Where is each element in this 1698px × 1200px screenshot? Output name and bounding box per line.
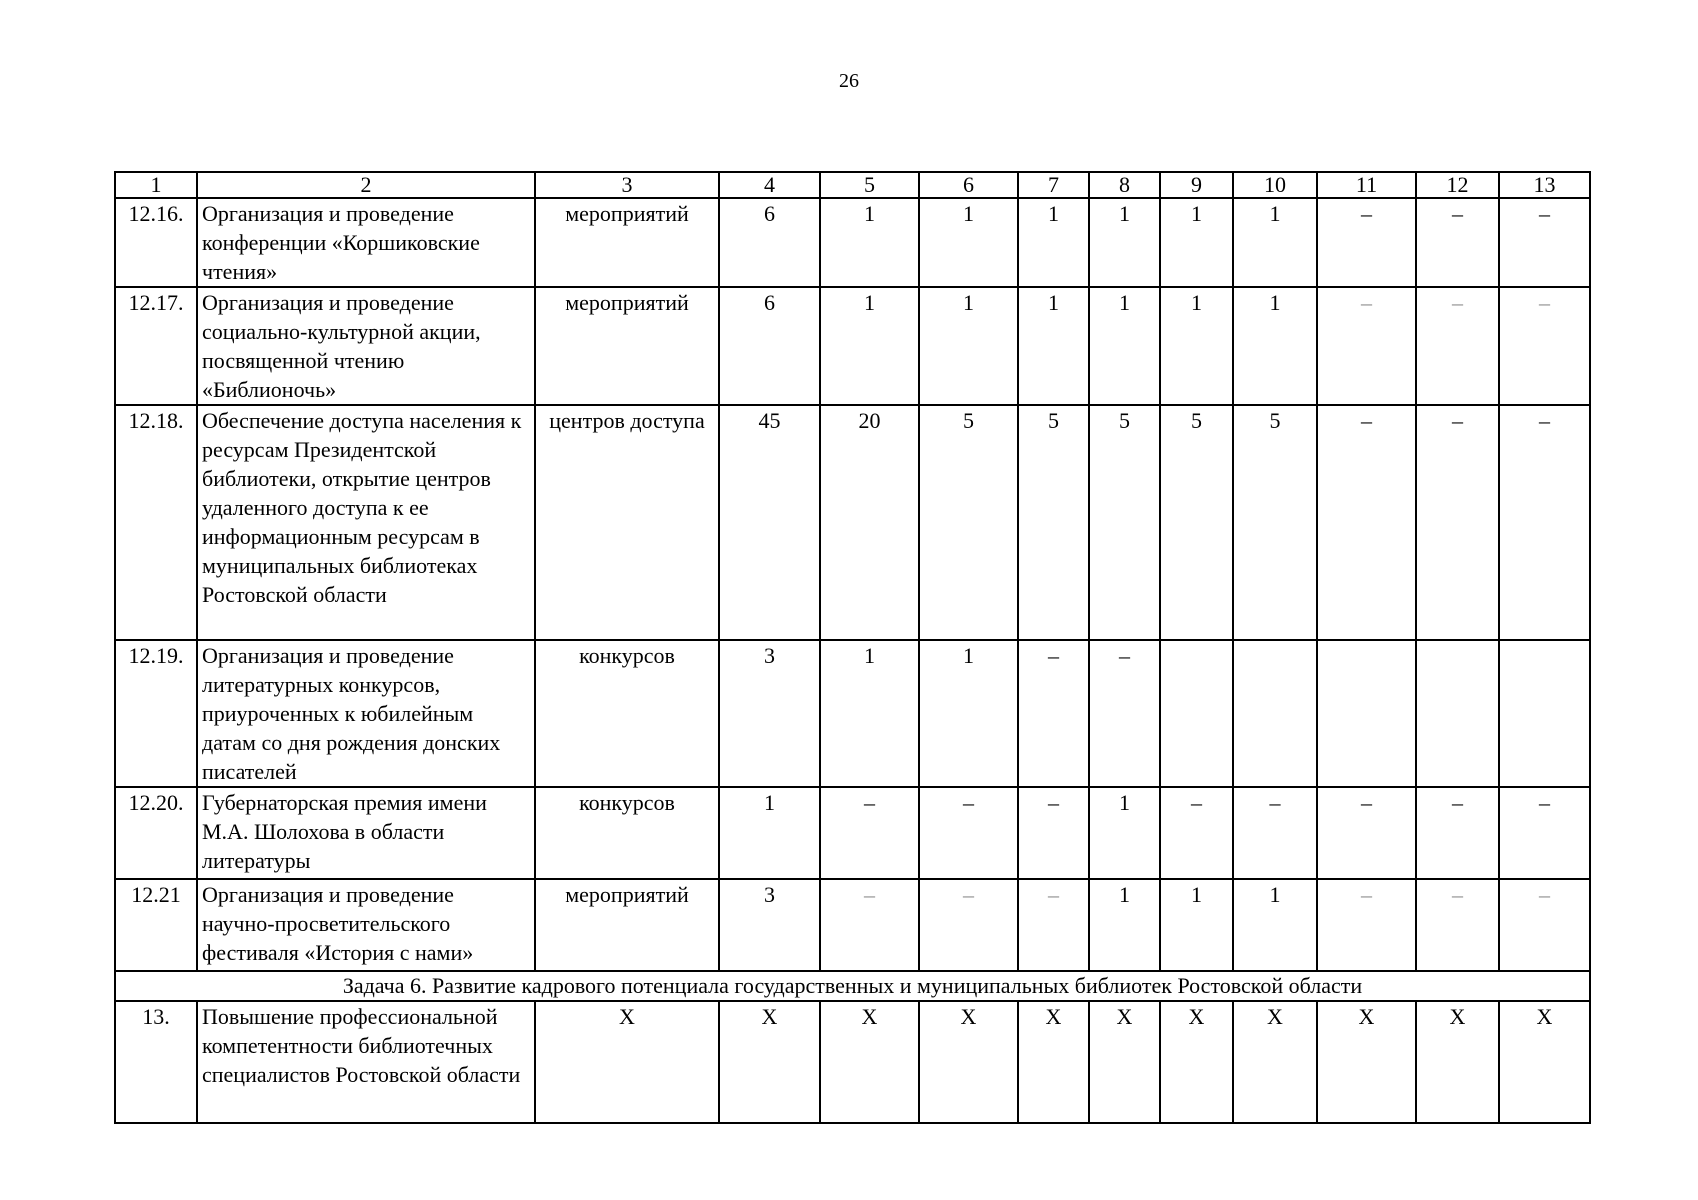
- row-title: Губернаторская премия имени М.А. Шолохова в области литературы: [197, 787, 535, 879]
- row-value: 1: [1233, 198, 1317, 287]
- row-value: –: [1233, 787, 1317, 879]
- row-value: [1499, 640, 1590, 787]
- row-value: Х: [1018, 1001, 1089, 1123]
- page-number: 26: [839, 70, 859, 92]
- row-number: 12.20.: [115, 787, 197, 879]
- row-value: –: [1018, 640, 1089, 787]
- row-unit: мероприятий: [535, 198, 719, 287]
- row-title: Повышение профессиональной компетентности библиотечных специалистов Ростовской области: [197, 1001, 535, 1123]
- row-value: Х: [919, 1001, 1018, 1123]
- table-row: [115, 640, 1590, 787]
- row-unit: конкурсов: [535, 787, 719, 879]
- column-header: 6: [919, 172, 1018, 198]
- row-value: 1: [919, 640, 1018, 787]
- row-value: –: [1416, 405, 1499, 640]
- row-value: 1: [1089, 198, 1160, 287]
- row-value: 1: [1089, 287, 1160, 405]
- plan-table: [114, 171, 1591, 1124]
- row-value: Х: [1160, 1001, 1233, 1123]
- row-value: 1: [820, 198, 919, 287]
- row-value: –: [1089, 640, 1160, 787]
- row-value: Х: [1499, 1001, 1590, 1123]
- row-value: –: [1499, 405, 1590, 640]
- column-header: 7: [1018, 172, 1089, 198]
- row-value: –: [820, 879, 919, 971]
- column-header: 9: [1160, 172, 1233, 198]
- row-value: [1317, 640, 1416, 787]
- row-value: –: [1317, 198, 1416, 287]
- row-value: –: [1499, 787, 1590, 879]
- row-value: 1: [919, 198, 1018, 287]
- row-value: 1: [919, 287, 1018, 405]
- row-value: 1: [719, 787, 820, 879]
- column-header: 13: [1499, 172, 1590, 198]
- row-value: Х: [1233, 1001, 1317, 1123]
- row-value: Х: [1416, 1001, 1499, 1123]
- column-header: 12: [1416, 172, 1499, 198]
- row-value: 3: [719, 879, 820, 971]
- column-header: 1: [115, 172, 197, 198]
- row-value: 5: [919, 405, 1018, 640]
- row-title: Организация и проведение социально-культурной акции, посвященной чтению «Библионочь»: [197, 287, 535, 405]
- row-unit: мероприятий: [535, 879, 719, 971]
- row-value: Х: [820, 1001, 919, 1123]
- row-value: –: [1416, 879, 1499, 971]
- row-value: 1: [1160, 287, 1233, 405]
- column-header: 4: [719, 172, 820, 198]
- row-value: Х: [535, 1001, 719, 1123]
- row-value: 5: [1233, 405, 1317, 640]
- table-row: [115, 879, 1590, 971]
- row-title: Организация и проведение литературных конкурсов, приуроченных к юбилейным датам со дня рождения донских писателей: [197, 640, 535, 787]
- row-value: 5: [1018, 405, 1089, 640]
- row-value: 1: [1018, 198, 1089, 287]
- row-value: –: [919, 879, 1018, 971]
- row-value: 1: [1233, 879, 1317, 971]
- row-value: 1: [820, 287, 919, 405]
- table-header-row: [115, 172, 1590, 198]
- task-row: [115, 971, 1590, 1001]
- row-number: 12.18.: [115, 405, 197, 640]
- table-row: [115, 405, 1590, 640]
- row-value: [1233, 640, 1317, 787]
- row-unit: центров доступа: [535, 405, 719, 640]
- row-value: 5: [1089, 405, 1160, 640]
- table-row: [115, 1001, 1590, 1123]
- row-number: 12.19.: [115, 640, 197, 787]
- row-value: [1416, 640, 1499, 787]
- row-value: –: [1160, 787, 1233, 879]
- row-value: –: [1317, 787, 1416, 879]
- row-value: 3: [719, 640, 820, 787]
- row-number: 12.21: [115, 879, 197, 971]
- row-value: 1: [1089, 787, 1160, 879]
- row-value: –: [1018, 787, 1089, 879]
- table-row: [115, 287, 1590, 405]
- row-value: 1: [1160, 198, 1233, 287]
- column-header: 11: [1317, 172, 1416, 198]
- row-number: 12.17.: [115, 287, 197, 405]
- row-value: 6: [719, 198, 820, 287]
- row-value: –: [1317, 405, 1416, 640]
- column-header: 2: [197, 172, 535, 198]
- table-row: [115, 198, 1590, 287]
- row-value: 6: [719, 287, 820, 405]
- row-unit: конкурсов: [535, 640, 719, 787]
- row-value: [1160, 640, 1233, 787]
- row-value: –: [1317, 287, 1416, 405]
- row-value: 1: [820, 640, 919, 787]
- row-value: 5: [1160, 405, 1233, 640]
- row-value: Х: [719, 1001, 820, 1123]
- row-value: 45: [719, 405, 820, 640]
- row-value: –: [820, 787, 919, 879]
- row-unit: мероприятий: [535, 287, 719, 405]
- row-value: 1: [1089, 879, 1160, 971]
- table-row: [115, 787, 1590, 879]
- row-title: Организация и проведение научно-просветительского фестиваля «История с нами»: [197, 879, 535, 971]
- row-number: 13.: [115, 1001, 197, 1123]
- row-value: –: [919, 787, 1018, 879]
- row-value: –: [1499, 287, 1590, 405]
- row-title: Организация и проведение конференции «Коршиковские чтения»: [197, 198, 535, 287]
- row-value: 20: [820, 405, 919, 640]
- row-value: –: [1018, 879, 1089, 971]
- row-value: –: [1416, 787, 1499, 879]
- row-value: –: [1416, 287, 1499, 405]
- task-heading: Задача 6. Развитие кадрового потенциала государственных и муниципальных библиотек Ростовской области: [115, 971, 1590, 1001]
- column-header: 10: [1233, 172, 1317, 198]
- row-value: –: [1317, 879, 1416, 971]
- row-title: Обеспечение доступа населения к ресурсам Президентской библиотеки, открытие центров удаленного доступа к ее информационным ресурсам в муниципальных библиотеках Ростовской области: [197, 405, 535, 640]
- row-value: Х: [1317, 1001, 1416, 1123]
- column-header: 8: [1089, 172, 1160, 198]
- row-value: –: [1499, 198, 1590, 287]
- row-value: –: [1416, 198, 1499, 287]
- row-number: 12.16.: [115, 198, 197, 287]
- row-value: 1: [1018, 287, 1089, 405]
- row-value: Х: [1089, 1001, 1160, 1123]
- column-header: 5: [820, 172, 919, 198]
- row-value: 1: [1160, 879, 1233, 971]
- row-value: 1: [1233, 287, 1317, 405]
- row-value: –: [1499, 879, 1590, 971]
- column-header: 3: [535, 172, 719, 198]
